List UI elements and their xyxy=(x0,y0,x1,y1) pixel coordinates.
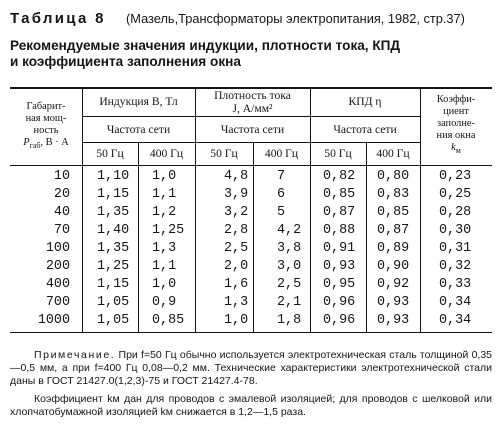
cell-e50: 0,96 xyxy=(323,313,356,328)
header-density-frequency: Частота сети xyxy=(220,122,285,136)
header-density-400hz: 400 Гц xyxy=(264,147,299,160)
cell-b400: 1,1 xyxy=(152,259,177,274)
header-efficiency: КПД η xyxy=(348,95,382,108)
cell-k: 0,34 xyxy=(439,295,472,310)
header-density-50hz: 50 Гц xyxy=(210,147,238,160)
cell-b400: 1,0 xyxy=(152,277,177,292)
cell-e400: 0,93 xyxy=(377,313,410,328)
cell-b400: 0,85 xyxy=(152,313,185,328)
cell-j50: 2,0 xyxy=(224,259,249,274)
note-paragraph-1 xyxy=(10,349,492,388)
cell-p: 400 xyxy=(45,277,70,292)
cell-b50: 1,10 xyxy=(97,169,130,184)
cell-j50: 3,9 xyxy=(224,187,249,202)
cell-e50: 0,91 xyxy=(323,241,356,256)
header-efficiency-400hz: 400 Гц xyxy=(376,147,410,160)
cell-b400: 0,9 xyxy=(152,295,177,310)
table-row xyxy=(10,259,492,275)
note-label: Примечание. xyxy=(34,349,116,361)
cell-p: 100 xyxy=(45,241,70,256)
cell-b50: 1,40 xyxy=(97,223,130,238)
cell-e400: 0,89 xyxy=(377,241,410,256)
cell-b50: 1,05 xyxy=(97,313,130,328)
cell-p: 1000 xyxy=(37,313,70,328)
cell-e400: 0,83 xyxy=(377,187,410,202)
cell-k: 0,32 xyxy=(439,259,472,274)
cell-e400: 0,90 xyxy=(377,259,410,274)
header-induction-50hz: 50 Гц xyxy=(96,147,124,160)
header-power: Габарит- ная мощ- ность $P_{габ}$, В · А xyxy=(23,101,69,151)
cell-p: 20 xyxy=(53,187,70,202)
header-efficiency-frequency: Частота сети xyxy=(333,122,397,136)
cell-p: 10 xyxy=(53,169,70,184)
table-row xyxy=(10,223,492,239)
cell-j400: 3,0 xyxy=(277,259,302,274)
cell-j50: 1,3 xyxy=(224,295,249,310)
cell-e50: 0,87 xyxy=(323,205,356,220)
cell-b50: 1,35 xyxy=(97,205,130,220)
cell-k: 0,23 xyxy=(439,169,472,184)
cell-j400: 2,5 xyxy=(277,277,302,292)
cell-e50: 0,85 xyxy=(323,187,356,202)
cell-e400: 0,87 xyxy=(377,223,410,238)
cell-b400: 1,3 xyxy=(152,241,177,256)
cell-e50: 0,95 xyxy=(323,277,356,292)
table-number: Таблица 8 xyxy=(10,10,106,27)
cell-j50: 4,8 xyxy=(224,169,249,184)
table-row xyxy=(10,187,492,203)
header-fill-factor: Коэффи- циент заполне- ния окна $k_м$ xyxy=(436,94,476,156)
cell-k: 0,28 xyxy=(439,205,472,220)
cell-j50: 1,6 xyxy=(224,277,249,292)
note-paragraph-2: Коэффициент kм дан для проводов с эмалевой изоляцией; для проводов с шелковой или хлопчатобумажной изоляцией kм снижается в 1,2—1,5 раза. xyxy=(10,393,492,418)
cell-e50: 0,88 xyxy=(323,223,356,238)
header-efficiency-50hz: 50 Гц xyxy=(324,147,352,160)
cell-j400: 6 xyxy=(277,187,286,202)
cell-b400: 1,1 xyxy=(152,187,177,202)
header xyxy=(10,9,492,29)
note-text-1: При f=50 Гц обычно используется электротехническая сталь толщиной 0,35—0,5 мм, а при f=400 Гц 0,08—0,2 мм. Технические характеристики электротехнической стали даны в ГОСТ 21427.0(1,2,3)-75 и ГОСТ 21427.4-78. xyxy=(10,349,493,387)
cell-j400: 4,2 xyxy=(277,223,302,238)
header-current-density: Плотность тока J, А/мм² xyxy=(214,88,291,115)
cell-k: 0,34 xyxy=(439,313,472,328)
cell-b50: 1,05 xyxy=(97,295,130,310)
cell-p: 70 xyxy=(53,223,70,238)
cell-j400: 3,8 xyxy=(277,241,302,256)
table-row xyxy=(10,205,492,221)
cell-j50: 1,0 xyxy=(224,313,249,328)
cell-b400: 1,0 xyxy=(152,169,177,184)
cell-b400: 1,25 xyxy=(152,223,185,238)
cell-p: 200 xyxy=(45,259,70,274)
table-row xyxy=(10,169,492,185)
source-citation: (Мазель,Трансформаторы электропитания, 1982, стр.37) xyxy=(126,11,465,26)
table-row xyxy=(10,277,492,293)
cell-e400: 0,92 xyxy=(377,277,410,292)
cell-b400: 1,2 xyxy=(152,205,177,220)
cell-j400: 5 xyxy=(277,205,286,220)
cell-e50: 0,82 xyxy=(323,169,356,184)
cell-e50: 0,96 xyxy=(323,295,356,310)
cell-k: 0,25 xyxy=(439,187,472,202)
table-title-line-1: Рекомендуемые значения индукции, плотности тока, КПД xyxy=(10,38,401,53)
cell-k: 0,33 xyxy=(439,277,472,292)
cell-j50: 2,5 xyxy=(224,241,249,256)
table-row xyxy=(10,241,492,257)
cell-j50: 2,8 xyxy=(224,223,249,238)
header-induction-400hz: 400 Гц xyxy=(149,147,184,160)
cell-k: 0,31 xyxy=(439,241,472,256)
cell-b50: 1,25 xyxy=(97,259,130,274)
cell-p: 40 xyxy=(53,205,70,220)
table-row xyxy=(10,313,492,329)
table-note xyxy=(10,349,492,419)
cell-p: 700 xyxy=(45,295,70,310)
header-induction-frequency: Частота сети xyxy=(106,122,171,136)
cell-j400: 1,8 xyxy=(277,313,302,328)
cell-j50: 3,2 xyxy=(224,205,249,220)
cell-e400: 0,93 xyxy=(377,295,410,310)
cell-b50: 1,35 xyxy=(97,241,130,256)
table-title-line-2: и коэффициента заполнения окна xyxy=(10,54,241,69)
cell-k: 0,30 xyxy=(439,223,472,238)
data-table xyxy=(10,87,492,333)
table-row xyxy=(10,295,492,311)
cell-j400: 7 xyxy=(277,169,286,184)
header-induction: Индукция B, Тл xyxy=(99,95,178,108)
cell-b50: 1,15 xyxy=(97,277,130,292)
cell-e50: 0,93 xyxy=(323,259,356,274)
cell-b50: 1,15 xyxy=(97,187,130,202)
cell-e400: 0,80 xyxy=(377,169,410,184)
cell-j400: 2,1 xyxy=(277,295,302,310)
table-title xyxy=(10,38,492,70)
cell-e400: 0,85 xyxy=(377,205,410,220)
